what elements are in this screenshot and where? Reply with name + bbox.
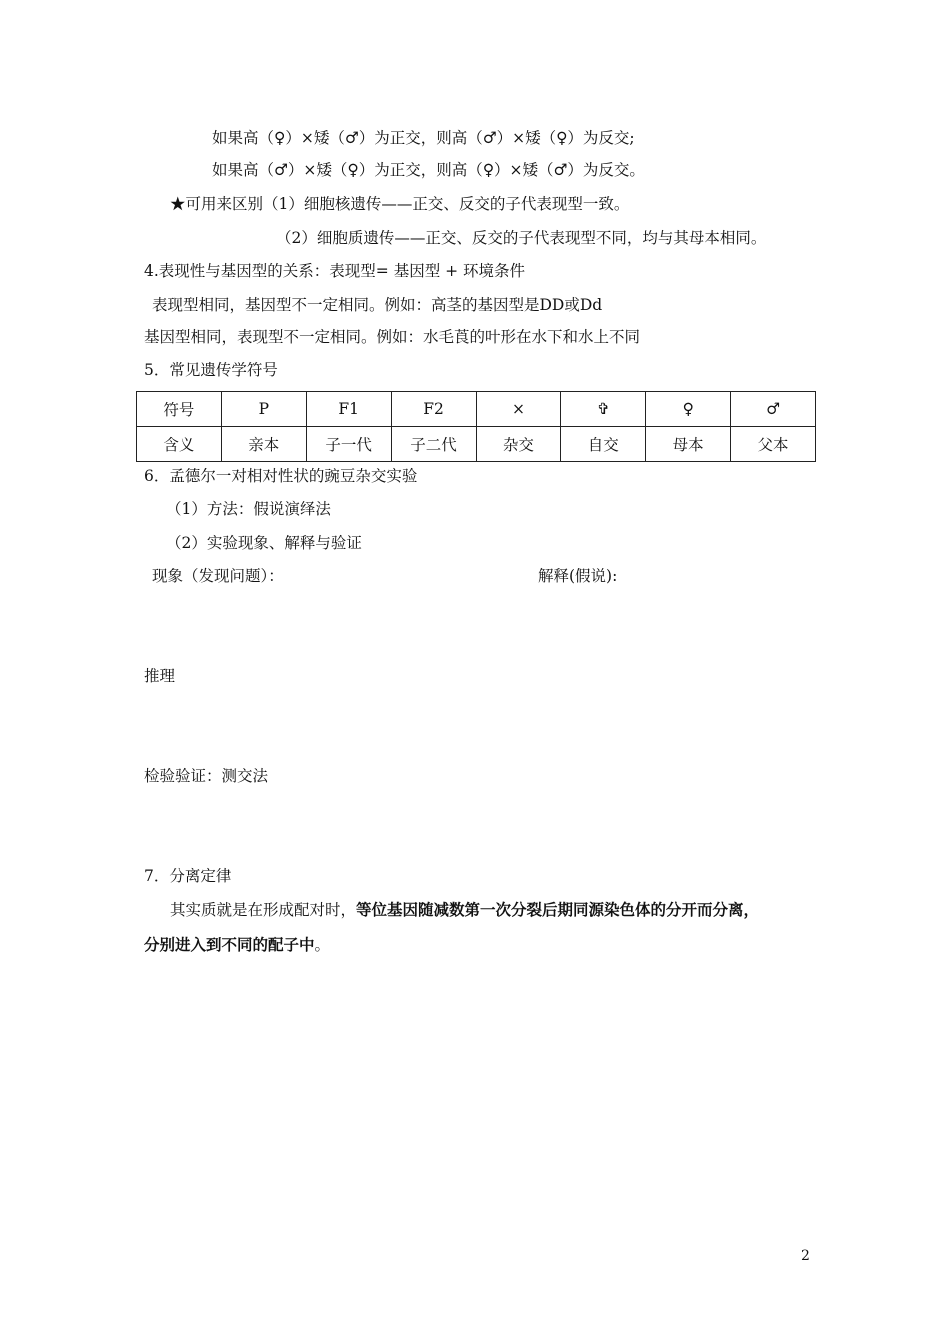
paragraph-segregation-line2	[144, 935, 330, 955]
table-cell: 子二代	[391, 427, 476, 462]
line-same-phenotype: 表现型相同，基因型不一定相同。例如：高茎的基因型是DD或Dd	[152, 296, 603, 314]
page-number: 2	[801, 1248, 810, 1264]
segregation-text-end: 。	[314, 936, 331, 954]
label-observation: 现象（发现问题）：	[152, 567, 284, 585]
segregation-text-bold-1: 等位基因随减数第一次分裂后期同源染色体的分开而分离，	[356, 901, 760, 919]
table-row	[137, 427, 816, 462]
heading-phenotype-genotype: 4.表现性与基因型的关系：表现型= 基因型 + 环境条件	[144, 262, 526, 280]
line-cytoplasmic-inheritance: （2）细胞质遗传——正交、反交的子代表现型不同，均与其母本相同。	[276, 229, 767, 247]
heading-genetic-symbols: 5．常见遗传学符号	[144, 361, 278, 379]
table-cell: ×	[476, 392, 561, 427]
table-cell: ♂	[731, 392, 816, 427]
line-same-genotype: 基因型相同，表现型不一定相同。例如：水毛莨的叶形在水下和水上不同	[144, 328, 641, 346]
table-cell: 亲本	[221, 427, 306, 462]
line-method: （1）方法：假说演绎法	[166, 500, 331, 518]
segregation-text-bold-2: 分别进入到不同的配子中	[144, 936, 315, 954]
line-nuclear-inheritance: ★可用来区别（1）细胞核遗传——正交、反交的子代表现型一致。	[170, 195, 630, 213]
table-cell: ♀	[646, 392, 731, 427]
line-phenomena: （2）实验现象、解释与验证	[166, 534, 362, 552]
heading-mendel-experiment: 6．孟德尔一对相对性状的豌豆杂交实验	[144, 467, 418, 485]
genetic-symbols-table	[136, 391, 816, 462]
table-cell: F1	[306, 392, 391, 427]
line-cross-male-female: 如果高（♂）×矮（♀）为正交，则高（♀）×矮（♂）为反交。	[212, 161, 645, 179]
table-cell: 父本	[731, 427, 816, 462]
table-cell: 子一代	[306, 427, 391, 462]
table-cell: 自交	[561, 427, 646, 462]
segregation-text-normal: 其实质就是在形成配对时，	[170, 901, 357, 919]
paragraph-segregation-line1	[170, 900, 759, 920]
table-row	[137, 392, 816, 427]
table-cell: 母本	[646, 427, 731, 462]
label-hypothesis: 解释(假说):	[538, 567, 618, 585]
table-cell: P	[221, 392, 306, 427]
table-cell: F2	[391, 392, 476, 427]
line-cross-female-male: 如果高（♀）×矮（♂）为正交，则高（♂）×矮（♀）为反交;	[212, 129, 635, 147]
label-reasoning: 推理	[144, 667, 176, 685]
table-cell: 杂交	[476, 427, 561, 462]
table-cell: 符号	[137, 392, 222, 427]
table-cell: ✞	[561, 392, 646, 427]
table-cell: 含义	[137, 427, 222, 462]
label-verification: 检验验证：测交法	[144, 767, 269, 785]
heading-segregation-law: 7．分离定律	[144, 867, 232, 885]
